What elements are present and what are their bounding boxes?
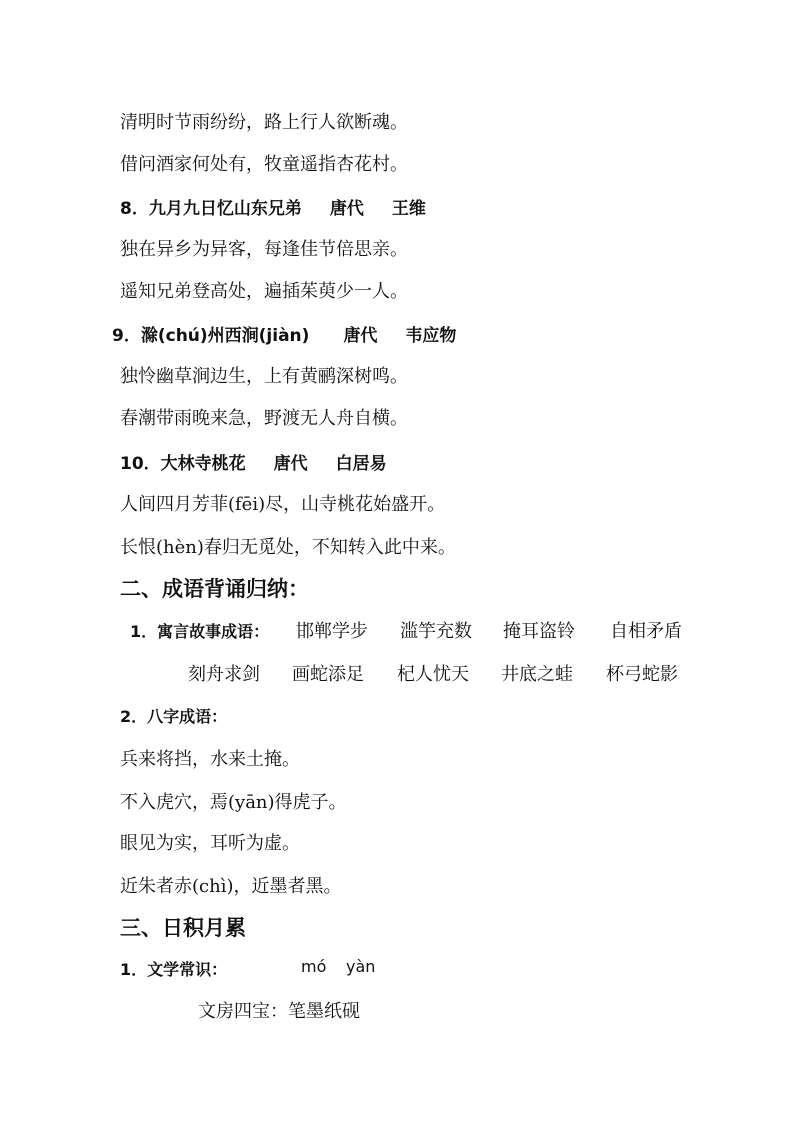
subsection-label: 2．八字成语：: [120, 707, 228, 726]
idiom: 滥竽充数: [400, 621, 472, 642]
poem-author: 韦应物: [405, 326, 457, 346]
pinyin-annotation: yàn: [346, 957, 376, 976]
idiom: 杞人忧天: [397, 664, 469, 685]
subsection-label: 1．寓言故事成语：: [130, 622, 270, 641]
section-heading: 三、日积月累: [120, 915, 246, 940]
poem-line: 春潮带雨晚来急，野渡无人舟自横。: [120, 408, 408, 429]
eight-idiom: 眼见为实，耳听为虚。: [120, 833, 300, 854]
eight-idiom: 近朱者赤(chì)，近墨者黑。: [120, 876, 342, 897]
idiom: 自相矛盾: [610, 621, 682, 642]
poem-title: 九月九日忆山东兄弟: [148, 199, 302, 219]
poem-number: 10．: [120, 454, 161, 474]
eight-idiom: 兵来将挡，水来土掩。: [120, 749, 300, 770]
idiom: 掩耳盗铃: [503, 621, 575, 642]
poem-line: 长恨(hèn)春归无觅处，不知转入此中来。: [120, 537, 456, 558]
poem-line: 独怜幽草涧边生，上有黄鹂深树鸣。: [120, 366, 408, 387]
poem-author: 白居易: [335, 454, 387, 474]
poem-title-row: [120, 449, 387, 474]
poem-number: 9．: [112, 326, 141, 346]
poem-line: 人间四月芳菲(fēi)尽，山寺桃花始盛开。: [120, 494, 446, 515]
poem-author: 王维: [391, 199, 426, 219]
poem-dynasty: 唐代: [273, 454, 308, 474]
literary-fact: 文房四宝：笔墨纸砚: [198, 1001, 360, 1022]
idiom: 刻舟求剑: [188, 664, 260, 685]
poem-line: 独在异乡为异客，每逢佳节倍思亲。: [120, 239, 408, 260]
poem-title: 滁(chú)州西涧(jiàn): [140, 326, 310, 346]
poem-line: 借问酒家何处有，牧童遥指杏花村。: [120, 154, 408, 175]
idiom: 杯弓蛇影: [606, 664, 678, 685]
poem-number: 8．: [120, 199, 149, 219]
poem-line: 清明时节雨纷纷，路上行人欲断魂。: [120, 112, 408, 133]
poem-title: 大林寺桃花: [160, 454, 246, 474]
pinyin-annotation: mó: [301, 957, 327, 976]
poem-title-row: [112, 321, 456, 346]
poem-dynasty: 唐代: [343, 326, 378, 346]
idiom: 画蛇添足: [292, 664, 364, 685]
subsection-label: 1．文学常识：: [120, 960, 228, 979]
idiom: 邯郸学步: [296, 621, 368, 642]
poem-title-row: [120, 194, 426, 219]
section-heading: 二、成语背诵归纳：: [120, 576, 309, 601]
eight-idiom: 不入虎穴，焉(yān)得虎子。: [120, 792, 347, 813]
poem-dynasty: 唐代: [329, 199, 364, 219]
idiom: 井底之蛙: [501, 664, 573, 685]
poem-line: 遥知兄弟登高处，遍插茱萸少一人。: [120, 281, 408, 302]
